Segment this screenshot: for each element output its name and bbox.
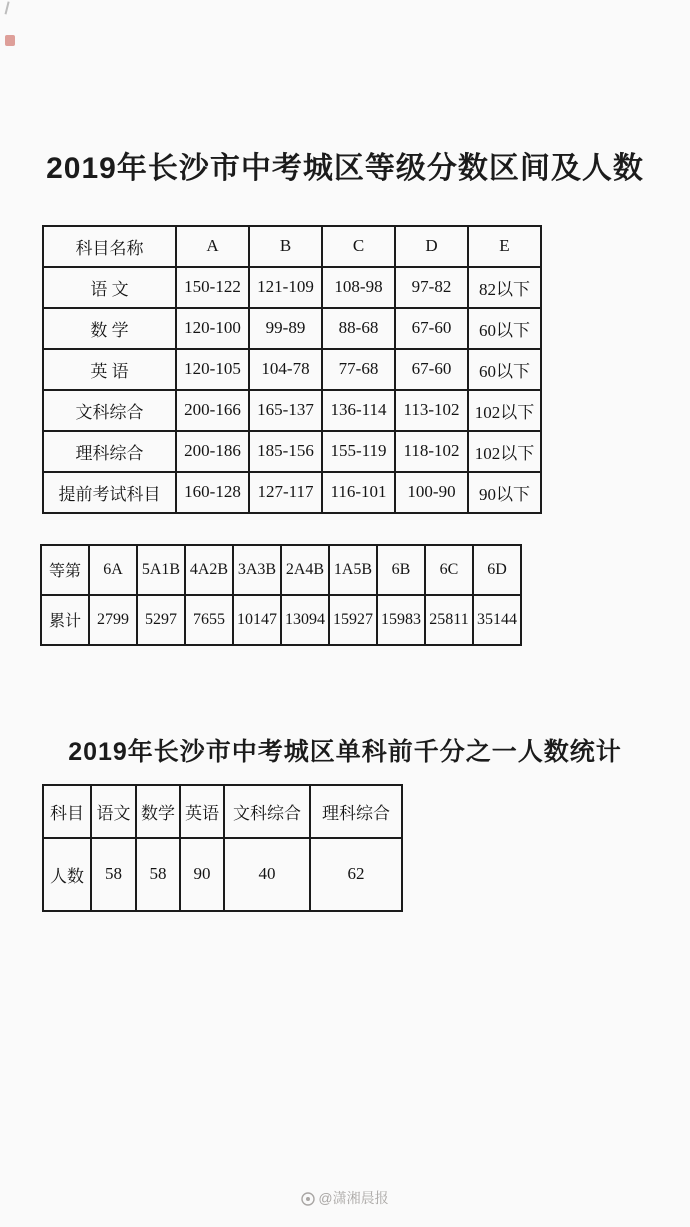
table-cell: 90 — [180, 838, 224, 911]
table-cell: 10147 — [233, 595, 281, 645]
rank-row-counts — [41, 595, 521, 645]
subject-header-row — [43, 785, 402, 838]
table-header-row — [43, 226, 541, 267]
table-cell: 6A — [89, 545, 137, 595]
table-cell: 127-117 — [249, 472, 322, 513]
row-label: 科目 — [43, 785, 91, 838]
grade-range-table — [42, 225, 542, 514]
table-cell: 6C — [425, 545, 473, 595]
table-cell: 13094 — [281, 595, 329, 645]
table-cell: 60以下 — [468, 308, 541, 349]
row-label: 语 文 — [43, 267, 176, 308]
table-cell: 58 — [136, 838, 180, 911]
table-cell: 15927 — [329, 595, 377, 645]
table-cell: 116-101 — [322, 472, 395, 513]
table-cell: 数学 — [136, 785, 180, 838]
page-title: 2019年长沙市中考城区等级分数区间及人数 — [46, 152, 644, 185]
rank-row-grades — [41, 545, 521, 595]
table-cell: 108-98 — [322, 267, 395, 308]
row-label: 累计 — [41, 595, 89, 645]
table-cell: 100-90 — [395, 472, 468, 513]
table-cell: 4A2B — [185, 545, 233, 595]
grade-rank-cumulative-table — [40, 544, 522, 646]
section-subtitle: 2019年长沙市中考城区单科前千分之一人数统计 — [68, 737, 622, 766]
table-row-chinese — [43, 267, 541, 308]
table-cell: 62 — [310, 838, 402, 911]
header-cell-subject: 科目名称 — [43, 226, 176, 267]
table-cell: 165-137 — [249, 390, 322, 431]
table-cell: 理科综合 — [310, 785, 402, 838]
table-cell: 35144 — [473, 595, 521, 645]
row-label: 理科综合 — [43, 431, 176, 472]
table-cell: 155-119 — [322, 431, 395, 472]
row-label: 文科综合 — [43, 390, 176, 431]
corner-artifact-icon — [5, 1, 15, 15]
table-cell: 2799 — [89, 595, 137, 645]
header-cell-b: B — [249, 226, 322, 267]
table-cell: 5297 — [137, 595, 185, 645]
table-cell: 90以下 — [468, 472, 541, 513]
table-row-english — [43, 349, 541, 390]
table-cell: 67-60 — [395, 308, 468, 349]
table-cell: 121-109 — [249, 267, 322, 308]
newspaper-logo-icon — [301, 1192, 315, 1209]
row-label: 英 语 — [43, 349, 176, 390]
header-cell-a: A — [176, 226, 249, 267]
corner-artifact-red-icon — [5, 35, 15, 46]
row-label: 数 学 — [43, 308, 176, 349]
table-row-liberal-arts — [43, 390, 541, 431]
table-cell: 6D — [473, 545, 521, 595]
table-cell: 150-122 — [176, 267, 249, 308]
table-cell: 67-60 — [395, 349, 468, 390]
table-cell: 英语 — [180, 785, 224, 838]
header-cell-e: E — [468, 226, 541, 267]
table-cell: 113-102 — [395, 390, 468, 431]
table-cell: 7655 — [185, 595, 233, 645]
row-label: 提前考试科目 — [43, 472, 176, 513]
top-permille-table — [42, 784, 403, 912]
table-cell: 102以下 — [468, 431, 541, 472]
table-row-science — [43, 431, 541, 472]
table-cell: 200-186 — [176, 431, 249, 472]
table-row-math — [43, 308, 541, 349]
table-cell: 136-114 — [322, 390, 395, 431]
table-cell: 104-78 — [249, 349, 322, 390]
table-cell: 2A4B — [281, 545, 329, 595]
table-cell: 120-100 — [176, 308, 249, 349]
table-cell: 文科综合 — [224, 785, 310, 838]
table-cell: 88-68 — [322, 308, 395, 349]
table-cell: 160-128 — [176, 472, 249, 513]
table-cell: 118-102 — [395, 431, 468, 472]
table-cell: 60以下 — [468, 349, 541, 390]
table-cell: 58 — [91, 838, 136, 911]
table-cell: 77-68 — [322, 349, 395, 390]
table-cell: 97-82 — [395, 267, 468, 308]
header-cell-d: D — [395, 226, 468, 267]
table-cell: 3A3B — [233, 545, 281, 595]
table-cell: 5A1B — [137, 545, 185, 595]
watermark — [0, 1188, 690, 1209]
watermark-text: @潇湘晨报 — [318, 1190, 389, 1206]
table-cell: 语文 — [91, 785, 136, 838]
table-cell: 6B — [377, 545, 425, 595]
table-cell: 40 — [224, 838, 310, 911]
table-cell: 1A5B — [329, 545, 377, 595]
table-cell: 99-89 — [249, 308, 322, 349]
table-row-early-exam — [43, 472, 541, 513]
header-cell-c: C — [322, 226, 395, 267]
table-cell: 200-166 — [176, 390, 249, 431]
table-cell: 15983 — [377, 595, 425, 645]
subject-count-row — [43, 838, 402, 911]
table-cell: 102以下 — [468, 390, 541, 431]
table-cell: 185-156 — [249, 431, 322, 472]
row-label: 人数 — [43, 838, 91, 911]
table-cell: 120-105 — [176, 349, 249, 390]
table-cell: 82以下 — [468, 267, 541, 308]
row-label: 等第 — [41, 545, 89, 595]
table-cell: 25811 — [425, 595, 473, 645]
